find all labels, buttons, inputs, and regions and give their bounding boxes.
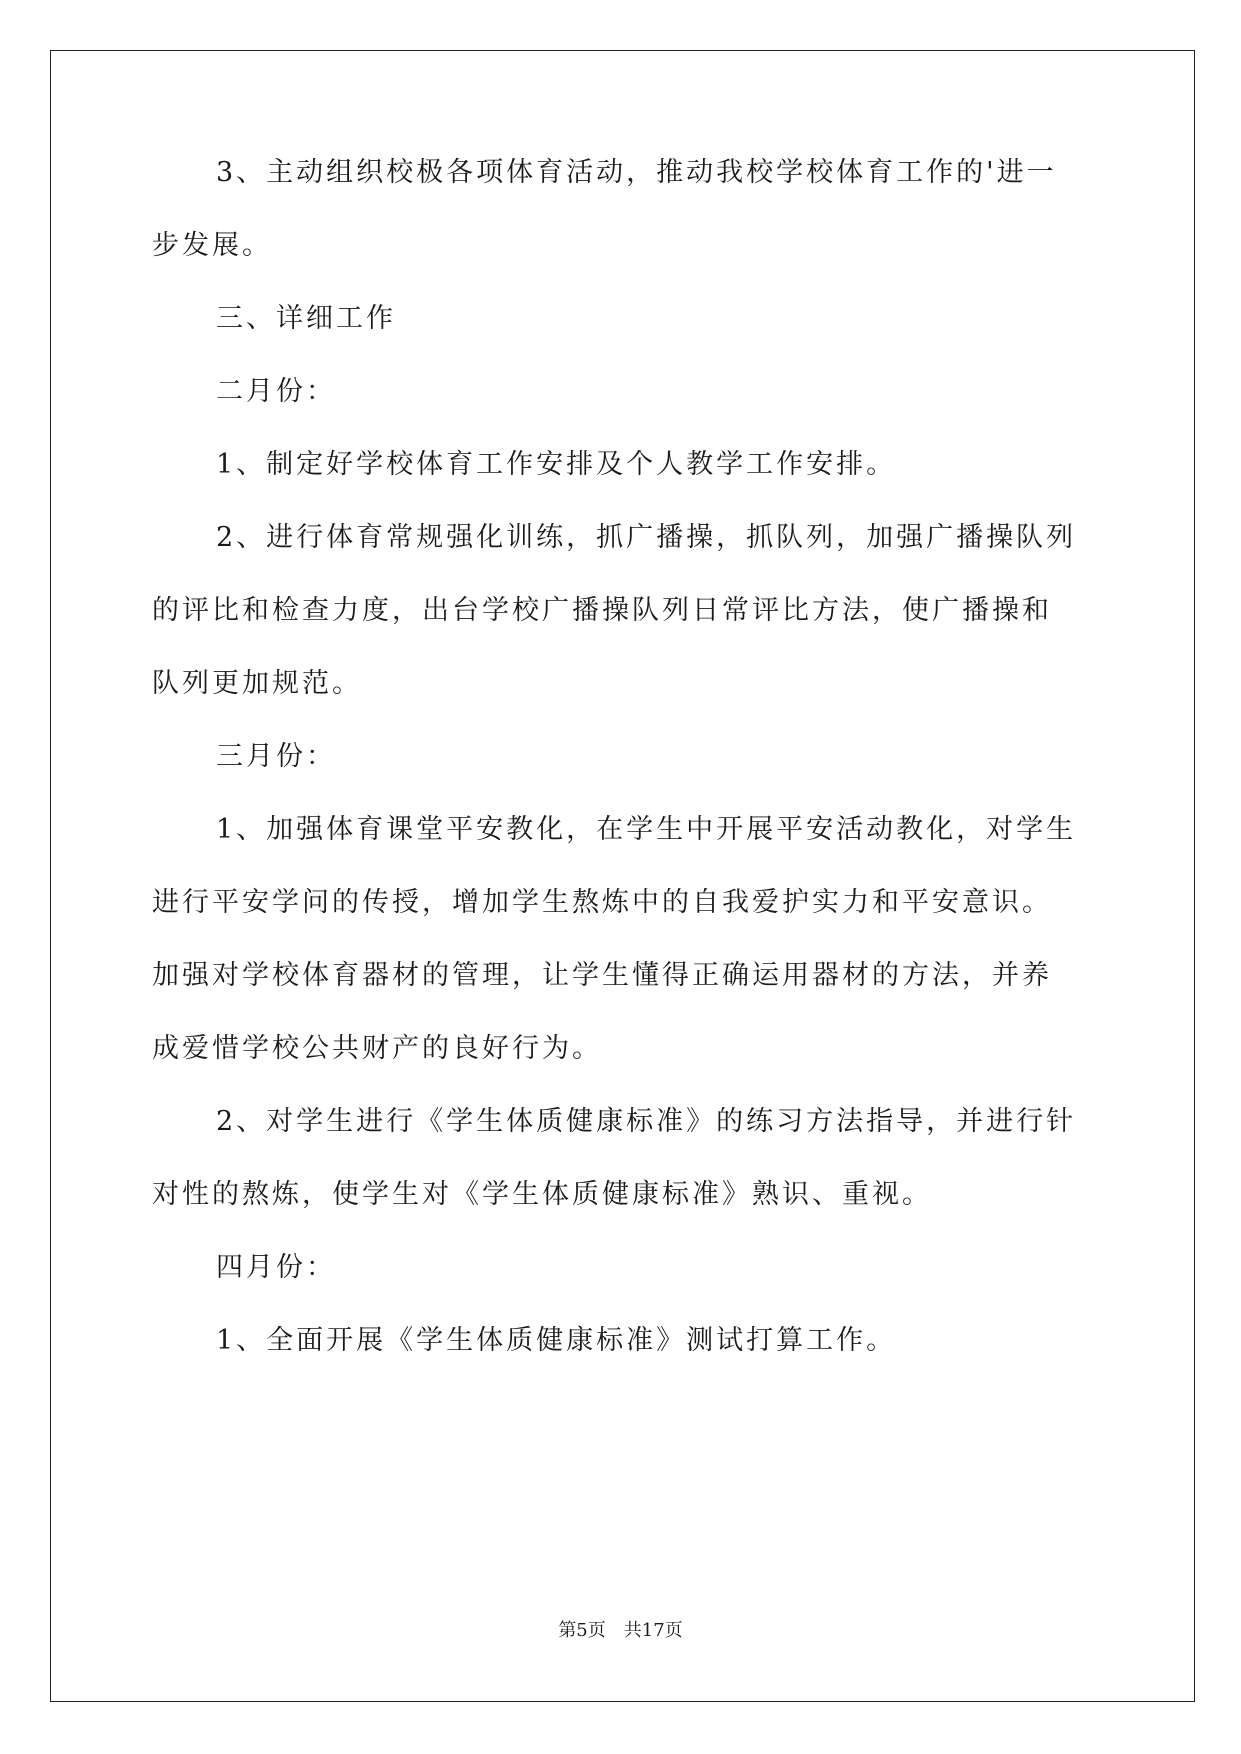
page-number: 第5页 共17页	[558, 1620, 683, 1641]
paragraph-line: 的评比和检查力度，出台学校广播操队列日常评比方法，使广播操和	[152, 595, 1052, 626]
month-heading: 四月份：	[216, 1252, 336, 1283]
paragraph-line: 1、全面开展《学生体质健康标准》测试打算工作。	[216, 1325, 897, 1356]
paragraph-line: 3、主动组织校极各项体育活动，推动我校学校体育工作的'进一	[216, 157, 1057, 188]
paragraph-line: 加强对学校体育器材的管理，让学生懂得正确运用器材的方法，并养	[152, 960, 1052, 991]
page-frame	[50, 50, 1195, 1702]
month-heading: 二月份：	[216, 376, 336, 407]
paragraph-line: 成爱惜学校公共财产的良好行为。	[152, 1033, 602, 1064]
paragraph-line: 1、加强体育课堂平安教化，在学生中开展平安活动教化，对学生	[216, 814, 1077, 845]
paragraph-line: 进行平安学问的传授，增加学生熬炼中的自我爱护实力和平安意识。	[152, 887, 1052, 918]
paragraph-line: 队列更加规范。	[152, 668, 362, 699]
paragraph-line: 对性的熬炼，使学生对《学生体质健康标准》熟识、重视。	[152, 1179, 932, 1210]
section-heading: 三、详细工作	[216, 303, 396, 334]
paragraph-line: 1、制定好学校体育工作安排及个人教学工作安排。	[216, 449, 897, 480]
paragraph-line: 2、进行体育常规强化训练，抓广播操，抓队列，加强广播操队列	[216, 522, 1077, 553]
paragraph-line: 步发展。	[152, 230, 272, 261]
paragraph-line: 2、对学生进行《学生体质健康标准》的练习方法指导，并进行针	[216, 1106, 1077, 1137]
month-heading: 三月份：	[216, 741, 336, 772]
